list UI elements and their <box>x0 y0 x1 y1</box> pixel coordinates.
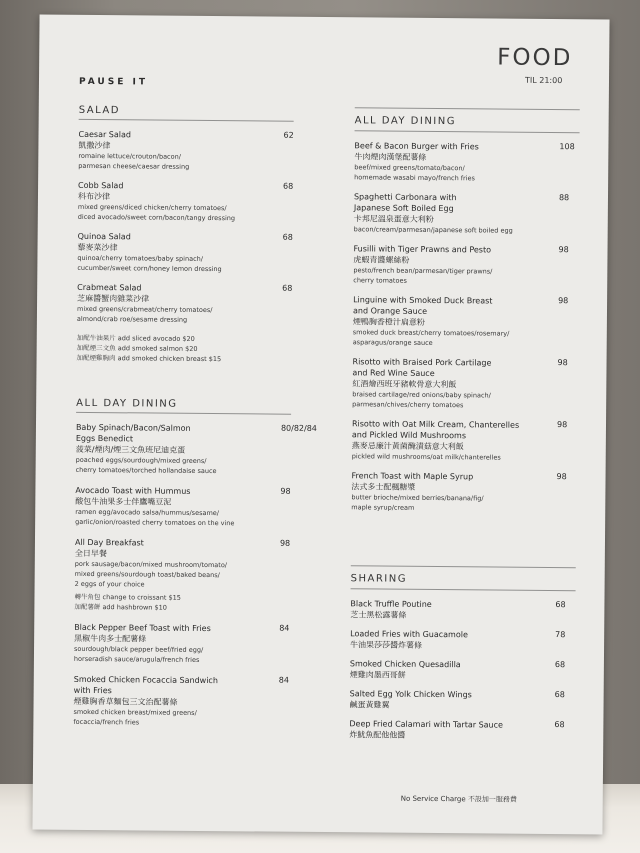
menu-sheet <box>32 15 609 835</box>
item-price: 68 <box>283 181 294 191</box>
item-price: 98 <box>556 420 568 430</box>
item-name: Avocado Toast with Hummus <box>75 485 191 496</box>
item-name: Salted Egg Yolk Chicken Wings <box>349 689 472 700</box>
item-chinese-name: 凱撒沙律 <box>78 140 111 151</box>
item-name: Cobb Salad <box>78 180 124 191</box>
item-price: 84 <box>279 623 290 633</box>
item-chinese-name: 牛油果莎莎醬炸薯條 <box>350 640 423 650</box>
addon-line: 加配薯餅 add hashbrown $10 <box>74 602 167 612</box>
menu-item <box>74 537 290 614</box>
salad-addon-line: 加配煙雞胸肉 add smoked chicken breast $15 <box>76 353 222 364</box>
opening-hours: TIL 21:00 <box>524 75 563 86</box>
item-price: 80/82/84 <box>280 423 317 433</box>
item-name: Black Pepper Beef Toast with Fries <box>74 622 211 634</box>
item-chinese-name: 鹹蛋黃雞翼 <box>349 700 390 710</box>
item-price: 68 <box>554 690 565 700</box>
item-price: 78 <box>555 630 566 640</box>
item-name: Deep Fried Calamari with Tartar Sauce <box>349 719 504 730</box>
item-description: mixed greens/crabmeat/cherry tomatoes/ almond/crab roe/sesame dressing <box>76 304 213 324</box>
item-description: quinoa/cherry tomatoes/baby spinach/ cucumber/sweet corn/honey lemon dressing <box>77 253 222 274</box>
item-price: 68 <box>554 720 565 730</box>
item-price: 88 <box>558 193 570 203</box>
item-price: 62 <box>283 130 294 140</box>
right-column-sharing <box>349 565 576 750</box>
item-chinese-name: 全日早餐 <box>74 548 107 559</box>
all-day-dining-heading-left: ALL DAY DINING <box>76 397 178 410</box>
item-name: Crabmeat Salad <box>77 282 142 293</box>
item-chinese-name: 黑椒牛肉多士配薯條 <box>74 633 147 644</box>
item-chinese-name: 科布沙律 <box>77 191 111 202</box>
item-description: pork sausage/bacon/mixed mushroom/tomato/ mixed greens/sourdough toast/baked beans/ 2 eggs of your choice <box>74 559 228 589</box>
sharing-heading: SHARING <box>350 573 408 585</box>
item-chinese-name: 芝士黑松露薯條 <box>350 610 407 620</box>
menu-item <box>350 598 575 622</box>
item-price: 68 <box>282 283 293 293</box>
menu-item <box>353 294 578 349</box>
item-name: French Toast with Maple Syrup <box>351 471 474 482</box>
salad-addon-line: 加配煙三文魚 add smoked salmon $20 <box>76 343 198 353</box>
salad-addon-line: 加配牛油果片 add sliced avocado $20 <box>76 333 195 343</box>
salad-heading: SALAD <box>78 104 120 117</box>
salad-list <box>77 129 294 326</box>
all-day-divider-right <box>355 130 580 133</box>
item-description: beef/mixed greens/tomato/bacon/ homemade wasabi mayo/french fries <box>354 163 475 183</box>
item-description: smoked duck breast/cherry tomatoes/rosemary/ asparagus/orange sauce <box>352 328 510 347</box>
item-chinese-name: 牛肉煙肉漢堡配薯條 <box>354 152 427 162</box>
salad-divider <box>79 119 294 122</box>
item-chinese-name: 虎蝦青醬螺絲粉 <box>353 255 410 265</box>
item-price: 98 <box>556 472 567 482</box>
item-name: Black Truffle Poutine <box>350 599 432 609</box>
item-chinese-name: 法式多士配楓糖漿 <box>351 482 416 492</box>
item-price: 98 <box>558 245 569 255</box>
right-column <box>351 107 580 523</box>
sharing-top-rule <box>351 565 576 568</box>
menu-item <box>75 422 317 477</box>
menu-item <box>352 418 577 463</box>
item-price: 68 <box>282 232 293 242</box>
item-chinese-name: 菠菜/煙肉/煙三文魚班尼迪克蛋 <box>75 444 186 455</box>
item-name: Beef & Bacon Burger with Fries <box>354 141 479 152</box>
all-day-top-rule-right <box>355 107 580 110</box>
item-description: mixed greens/diced chicken/cherry tomatoes/ diced avocado/sweet corn/bacon/tangy dressing <box>77 202 236 223</box>
item-chinese-name: 煙雞胸香草麵包三文治配薯條 <box>73 696 178 707</box>
menu-item <box>350 628 575 652</box>
item-name: Baby Spinach/Bacon/Salmon Eggs Benedict <box>75 422 191 444</box>
menu-item <box>74 622 289 666</box>
item-name: Risotto with Oat Milk Cream, Chanterelles and Pickled Wild Mushrooms <box>351 419 520 441</box>
menu-item <box>353 243 578 287</box>
item-description: pesto/french bean/parmesan/tiger prawns/ cherry tomatoes <box>353 266 493 285</box>
item-chinese-name: 藜麥菜沙律 <box>77 242 118 253</box>
item-description: ramen egg/avocado salsa/hummus/sesame/ garlic/onion/roasted cherry tomatoes on the vine <box>75 507 235 528</box>
menu-item <box>78 180 293 224</box>
item-name: Caesar Salad <box>78 129 132 140</box>
item-chinese-name: 紅酒燴西班牙豬軟骨意大利飯 <box>352 379 457 390</box>
item-chinese-name: 煙雞肉墨西哥餅 <box>349 670 406 680</box>
item-chinese-name: 燕麥忌廉汁黃菌醃漬菇意大利飯 <box>351 441 464 452</box>
menu-item <box>350 658 575 682</box>
item-addons <box>74 592 289 614</box>
all-day-dining-list-right <box>351 140 579 514</box>
item-chinese-name: 卡邦尼溫泉蛋意大利粉 <box>353 214 434 224</box>
menu-item <box>350 688 575 712</box>
item-description: braised cartilage/red onions/baby spinach/ parmesan/chives/cherry tomatoes <box>352 390 491 410</box>
item-chinese-name: 煙鴨胸香橙汁扁意粉 <box>352 317 425 327</box>
item-description: smoked chicken breast/mixed greens/ focaccia/french fries <box>73 707 197 727</box>
item-name: Loaded Fries with Guacamole <box>350 629 468 640</box>
menu-item <box>73 674 288 729</box>
item-price: 98 <box>557 358 568 368</box>
item-name: All Day Breakfast <box>74 537 144 548</box>
item-description: poached eggs/sourdough/mixed greens/ cherry tomatoes/torched hollandaise sauce <box>75 455 217 476</box>
menu-item <box>77 231 292 275</box>
item-chinese-name: 酸包牛油果多士伴鷹嘴豆泥 <box>75 496 172 507</box>
item-name: Linguine with Smoked Duck Breast and Orange Sauce <box>352 295 493 316</box>
menu-item <box>78 129 293 173</box>
item-description: pickled wild mushrooms/oat milk/chanterelles <box>351 452 501 462</box>
all-day-dining-heading-right: ALL DAY DINING <box>354 115 457 128</box>
brand-name: PAUSE IT <box>78 76 149 88</box>
item-description: bacon/cream/parmesan/japanese soft boiled egg <box>353 225 513 235</box>
item-name: Smoked Chicken Focaccia Sandwich with Fries <box>73 674 218 696</box>
item-description: romaine lettuce/crouton/bacon/ parmesan cheese/caesar dressing <box>78 151 190 171</box>
item-price: 108 <box>559 142 575 152</box>
item-name: Smoked Chicken Quesadilla <box>349 659 461 670</box>
item-chinese-name: 芝麻醬蟹肉雜菜沙律 <box>77 293 150 304</box>
menu-item <box>351 470 576 514</box>
menu-item <box>75 485 290 529</box>
item-price: 84 <box>278 675 289 685</box>
item-chinese-name: 炸魷魚配他他醬 <box>349 730 406 740</box>
item-name: Spaghetti Carbonara with Japanese Soft Boiled Egg <box>353 192 457 214</box>
item-price: 98 <box>280 486 291 496</box>
menu-item <box>354 140 579 184</box>
item-price: 98 <box>279 538 291 548</box>
all-day-dining-list-left <box>73 422 317 729</box>
addon-line: 轉牛角包 change to croissant $15 <box>74 592 181 602</box>
left-column-all-day <box>73 397 317 739</box>
service-charge-note: No Service Charge 不設加一服務費 <box>400 794 517 804</box>
item-description: butter brioche/mixed berries/banana/fig/ maple syrup/cream <box>351 493 484 512</box>
menu-item <box>352 356 577 411</box>
left-column <box>77 105 294 365</box>
item-description: sourdough/black pepper beef/fried egg/ horseradish sauce/arugula/french fries <box>73 644 204 664</box>
menu-item <box>349 718 574 742</box>
item-price: 68 <box>555 600 566 610</box>
item-name: Fusilli with Tiger Prawns and Pesto <box>353 244 492 255</box>
item-name: Risotto with Braised Pork Cartilage and Red Wine Sauce <box>352 357 492 378</box>
item-price: 68 <box>554 660 566 670</box>
item-name: Quinoa Salad <box>77 231 131 242</box>
page-title: FOOD <box>497 44 573 72</box>
menu-item <box>77 282 292 326</box>
menu-item <box>354 191 579 236</box>
item-price: 98 <box>558 296 569 306</box>
sharing-divider <box>351 588 576 591</box>
all-day-divider-left <box>76 412 291 415</box>
sharing-list <box>349 598 575 742</box>
salad-addons <box>77 333 292 365</box>
